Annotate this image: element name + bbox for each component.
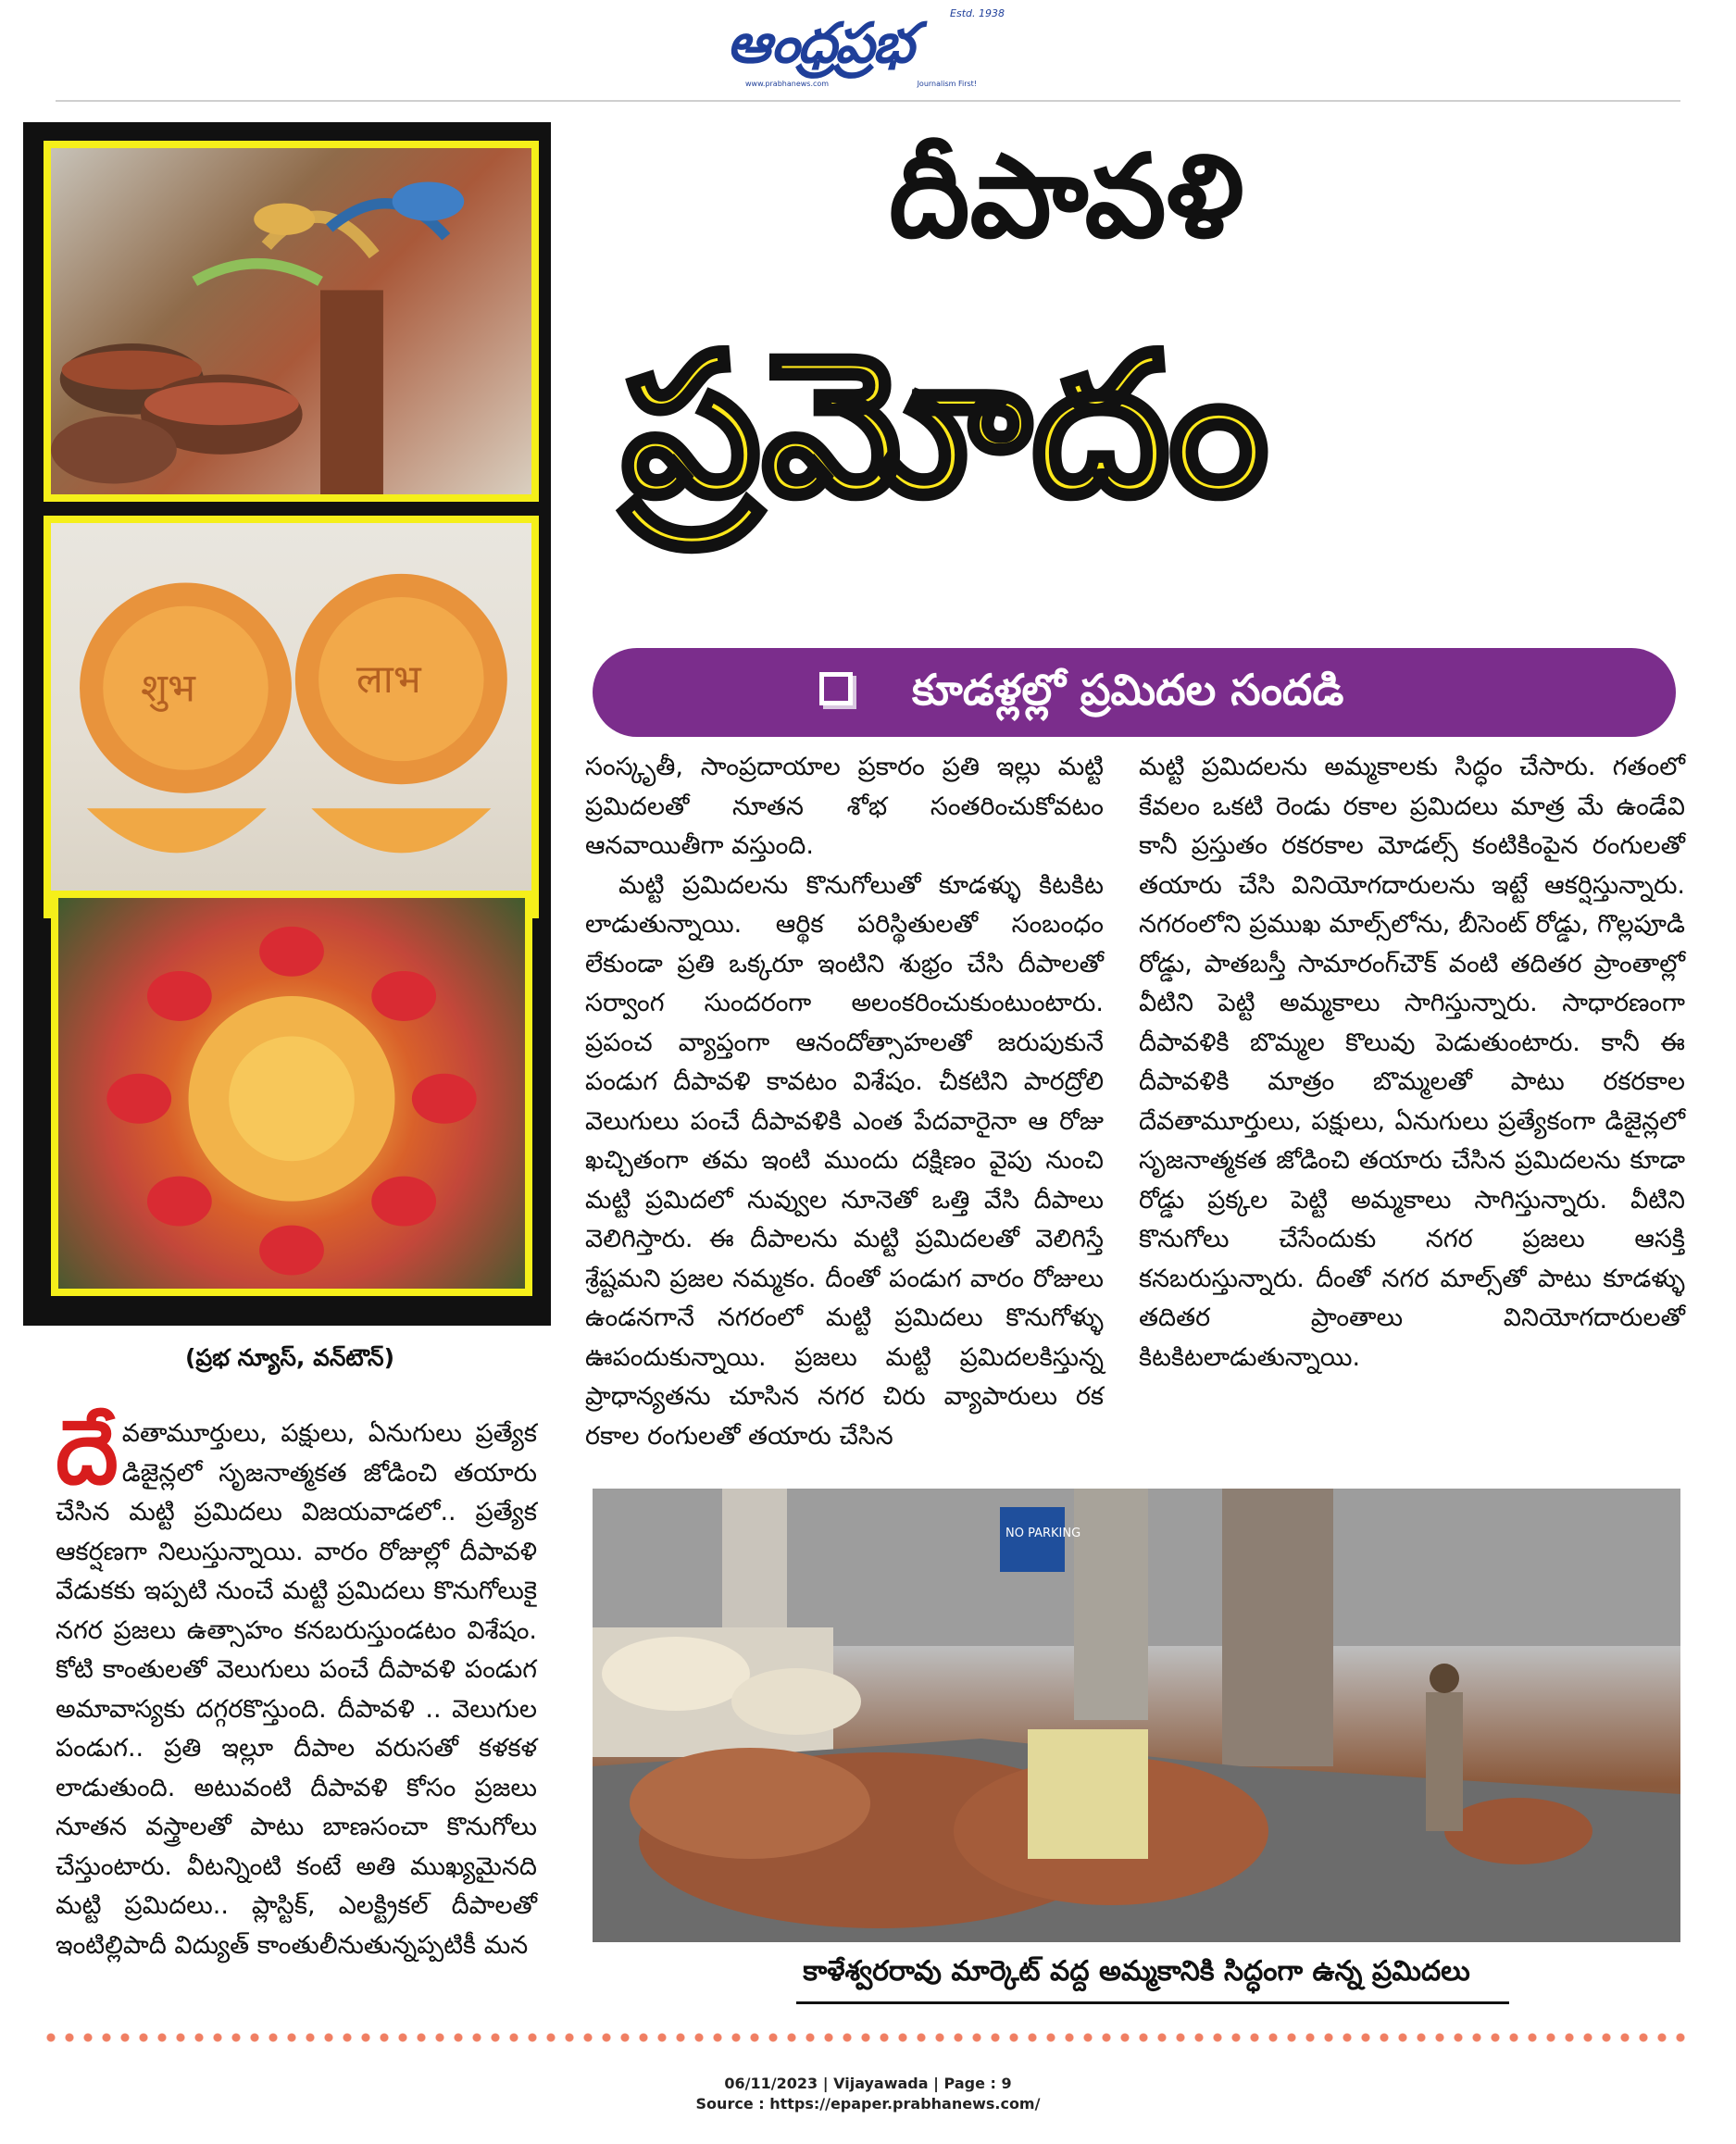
article-column-right <box>1139 748 1685 1377</box>
market-photo-caption: కాళేశ్వరరావు మార్కెట్ వద్ద అమ్మకానికి సిద్ధంగా ఉన్న ప్రమిదలు <box>803 1955 1470 1988</box>
masthead-divider <box>56 100 1680 102</box>
svg-text:लाभ: लाभ <box>356 657 421 703</box>
dotted-divider <box>42 2033 1694 2042</box>
flower-diya-photo <box>51 891 532 1296</box>
svg-text:शुभ: शुभ <box>141 666 196 712</box>
caption-underline <box>796 2001 1509 2004</box>
logo-url: www.prabhanews.com <box>745 80 830 88</box>
photo-column <box>23 122 551 1326</box>
article-paragraph: సంస్కృతీ, సాంప్రదాయాల ప్రకారం ప్రతి ఇల్లు మట్టి ప్రమిదలతో నూతన శోభ సంతరించుకోవటం ఆనవాయితీగా వస్తుంది. <box>585 753 1104 860</box>
checkbox-bullet-icon <box>819 672 853 705</box>
shubh-labh-diyas-photo <box>44 516 539 918</box>
footer-date-line: 06/11/2023 | Vijayawada | Page : 9 <box>724 2075 1012 2092</box>
no-parking-sign: NO PARKING <box>1005 1527 1081 1540</box>
clay-lamps-photo <box>44 141 539 502</box>
logo-est: Estd. 1938 <box>950 7 1005 19</box>
logo-tagline: Journalism First! <box>917 80 977 88</box>
subhead-text: కూడళ్లల్లో ప్రమిదల సందడి <box>912 665 1344 715</box>
article-column-middle <box>585 748 1104 1456</box>
article-column-left <box>56 1401 537 1965</box>
drop-cap: దే <box>56 1401 119 1504</box>
kicker-heading: దీపావళి <box>889 130 1244 264</box>
page-footer <box>0 2074 1736 2114</box>
lead-paragraph: వతామూర్తులు, పక్షులు, ఏనుగులు ప్రత్యేక డిజైన్లలో సృజనాత్మకత జోడించి తయారు చేసిన మట్టి ప్రమిదలు విజయవాడలో.. ప్రత్యేక ఆకర్షణగా నిలుస్తున్నాయి. వారం రోజుల్లో దీపావళి వేడుకకు ఇప్పటి నుంచే మట్టి ప్రమిదలు కొనుగోలుకై నగర ప్రజలు ఉత్సాహం కనబరుస్తుండటం విశేషం. కోటి కాంతులతో వెలుగులు పంచే దీపావళి పండుగ అమావాస్యకు దగ్గరకొస్తుంది. దీపావళి .. వెలుగుల పండుగ.. ప్రతి ఇల్లూ దీపాల వరుసతో కళకళ లాడుతుంది. అటువంటి దీపావళి కోసం ప్రజలు నూతన వస్త్రాలతో పాటు బాణసంచా కొనుగోలు చేస్తుంటారు. వీటన్నింటి కంటే అతి ముఖ్యమైనది మట్టి ప్రమిదలు.. ప్లాస్టిక్, ఎలక్ట్రికల్ దీపాలతో ఇంటిల్లిపాదీ విద్యుత్ కాంతులీనుతున్నప్పటికీ మన <box>56 1419 537 1960</box>
market-photo <box>593 1489 1680 1942</box>
photo-credit: (ప్రభ న్యూస్, వన్‌టౌన్) <box>185 1344 395 1371</box>
subhead-banner <box>593 648 1676 737</box>
article-paragraph: మట్టి ప్రమిదలను కొనుగోలుతో కూడళ్ళు కిటకిట లాడుతున్నాయి. ఆర్థిక పరిస్థితులతో సంబంధం లేకుండా ప్రతి ఒక్కరూ ఇంటిని శుభ్రం చేసి దీపాలతో సర్వాంగ సుందరంగా అలంకరించుకుంటుంటారు. ప్రపంచ వ్యాప్తంగా ఆనందోత్సాహలతో జరుపుకునే పండుగ దీపావళి కావటం విశేషం. చీకటిని పారద్రోలి వెలుగులు పంచే దీపావళికి ఎంత పేదవారైనా ఆ రోజు ఖచ్చితంగా తమ ఇంటి ముందు దక్షిణం వైపు నుంచి మట్టి ప్రమిదలో నువ్వుల నూనెతో ఒత్తి వేసి దీపాలు వెలిగిస్తారు. ఈ దీపాలను మట్టి ప్రమిదలతో వెలిగిస్తే శ్రేష్టమని ప్రజల నమ్మకం. దీంతో పండుగ వారం రోజులు ఉండనగానే నగరంలో మట్టి ప్రమిదలు కొనుగోళ్ళు ఊపందుకున్నాయి. ప్రజలు మట్టి ప్రమిదలకిస్తున్న ప్రాధాన్యతను చూసిన నగర చిరు వ్యాపారులు రక రకాల రంగులతో తయారు చేసిన <box>585 870 1104 1451</box>
masthead <box>0 0 1736 104</box>
main-headline: ప్రమోదం <box>622 312 1270 539</box>
logo-text: ఆంధ్రప్రభ <box>727 11 913 76</box>
article-paragraph: మట్టి ప్రమిదలను అమ్మకాలకు సిద్ధం చేసారు. గతంలో కేవలం ఒకటి రెండు రకాల ప్రమిదలు మాత్ర మే ఉండేవి కానీ ప్రస్తుతం రకరకాల మోడల్స్ కంటికింపైన రంగులతో తయారు చేసి వినియోగదారులను ఇట్టే ఆకర్షిస్తున్నారు. నగరంలోని ప్రముఖ మాల్స్‌లోను, బీసెంట్ రోడ్డు, గొల్లపూడి రోడ్డు, పాతబస్తీ సామారంగ్‌చౌక్ వంటి తదితర ప్రాంతాల్లో వీటిని పెట్టి అమ్మకాలు సాగిస్తున్నారు. సాధారణంగా దీపావళికి బొమ్మల కొలువు పెడుతుంటారు. కానీ ఈ దీపావళికి మాత్రం బొమ్మలతో పాటు రకరకాల దేవతామూర్తులు, పక్షులు, ఏనుగులు ప్రత్యేకంగా డిజైన్లలో సృజనాత్మకత జోడించి తయారు చేసిన ప్రమిదలను కూడా రోడ్డు ప్రక్కల పెట్టి అమ్మకాలు సాగిస్తున్నారు. వీటిని కొనుగోలు చేసేందుకు నగర ప్రజలు ఆసక్తి కనబరుస్తున్నారు. దీంతో నగర మాల్స్‌తో పాటు కూడళ్ళు తదితర ప్రాంతాలు వినియోగదారులతో కిటకిటలాడుతున్నాయి. <box>1139 753 1685 1372</box>
newspaper-logo[interactable] <box>727 7 1005 89</box>
footer-source-link[interactable]: Source : https://epaper.prabhanews.com/ <box>695 2095 1041 2113</box>
